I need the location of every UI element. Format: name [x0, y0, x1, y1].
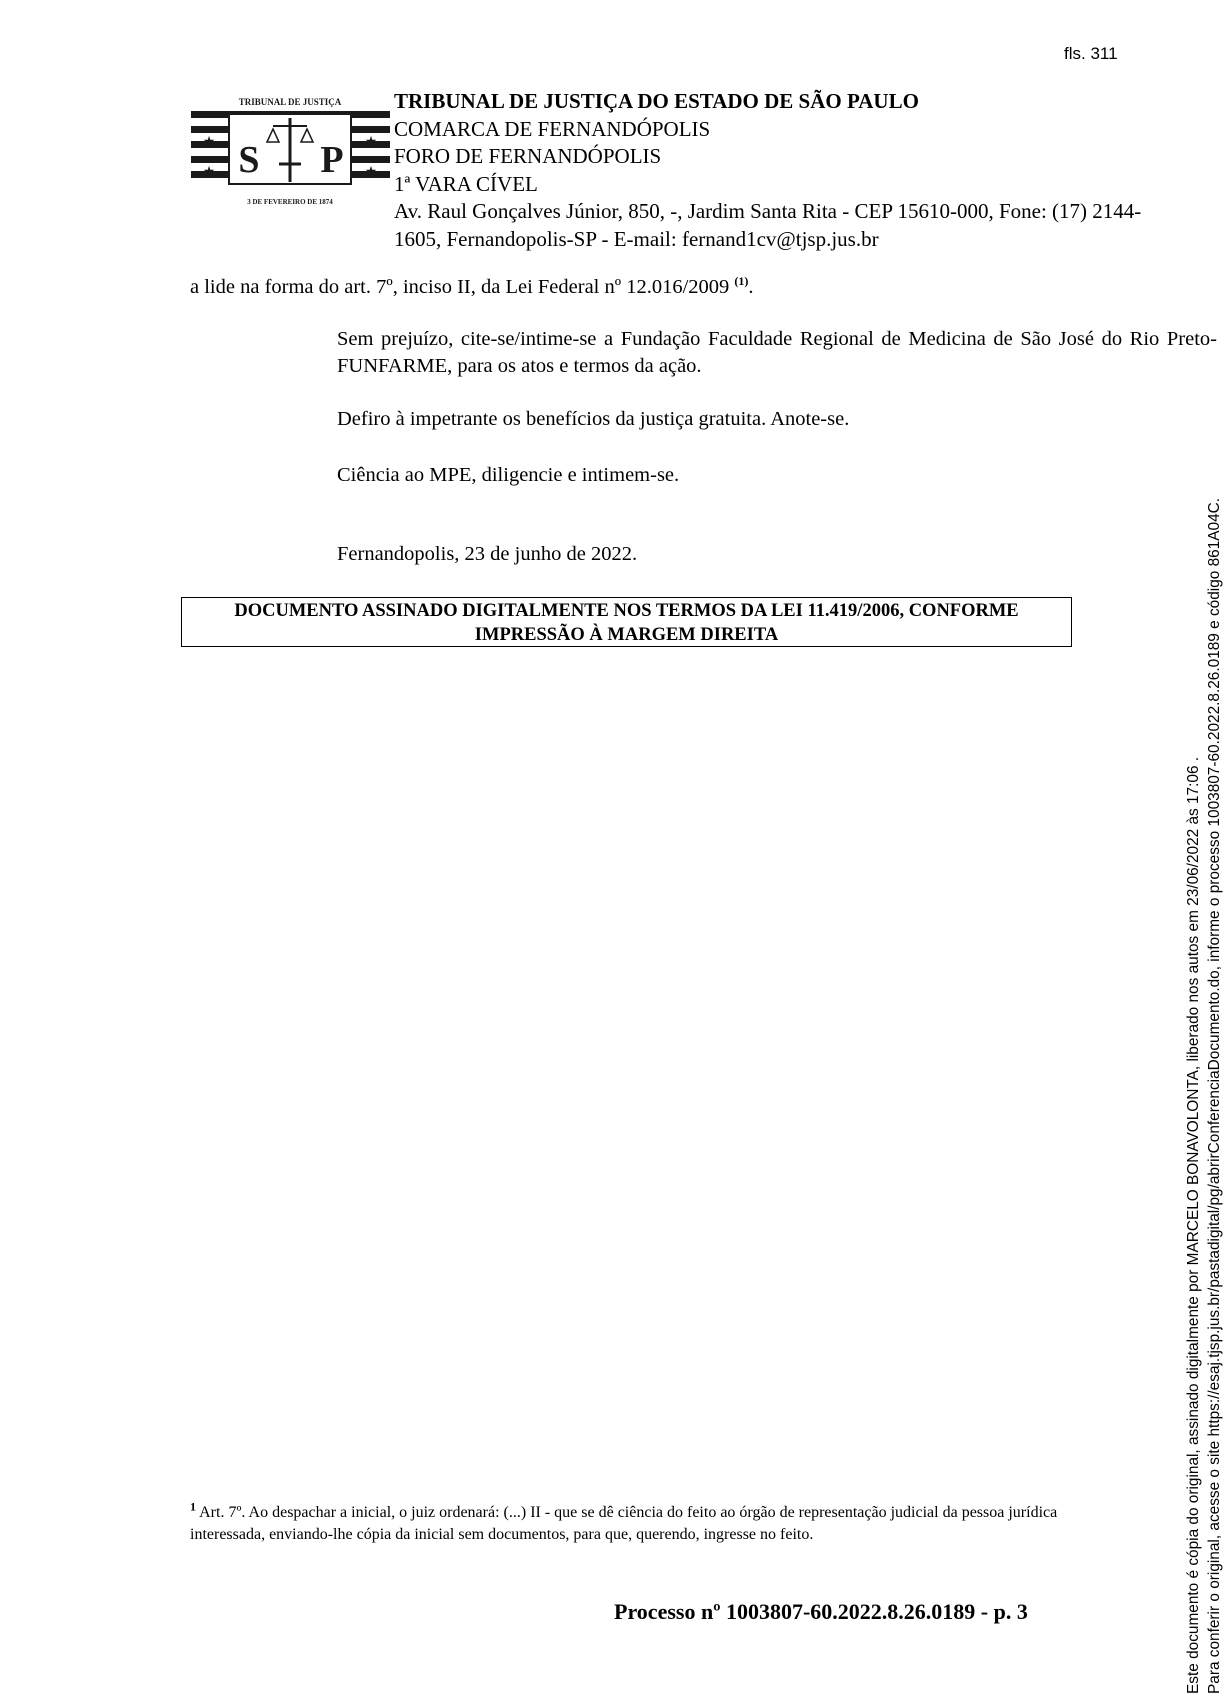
svg-text:★: ★	[202, 134, 216, 150]
date-line: Fernandopolis, 23 de junho de 2022.	[337, 543, 638, 565]
stamp-line-2: Para conferir o original, acesse o site https://esaj.tjsp.jus.br/pastadigital/pg/abrirConferenciaDocumento.do, informe o processo 1003807-60.2022.8.26.0189 e código 861A04C.	[1205, 497, 1223, 1694]
footnote-text: Art. 7º. Ao despachar a inicial, o juiz ordenará: (...) II - que se dê ciência do feito ao órgão de representação judicial da pessoa jurídica interessada, enviando-lhe cópia da inicial sem documentos, para que, querendo, ingresse no feito.	[190, 1504, 1058, 1543]
process-number-footer: Processo nº 1003807-60.2022.8.26.0189 - p. 3	[614, 1599, 1028, 1624]
logo-top-text: TRIBUNAL DE JUSTIÇA	[238, 97, 342, 107]
svg-text:★: ★	[202, 164, 216, 180]
comarca: COMARCA DE FERNANDÓPOLIS	[394, 116, 711, 141]
logo-letter-s: S	[238, 139, 260, 181]
footnote-reference: (1)	[734, 274, 749, 289]
tjsp-logo	[191, 74, 390, 220]
logo-bottom-text: 3 DE FEVEREIRO DE 1874	[247, 198, 333, 206]
svg-text:★: ★	[364, 164, 378, 180]
stamp-line-1: Este documento é cópia do original, assinado digitalmente por MARCELO BONAVOLONTA, liberado nos autos em 23/06/2022 às 17:06 .	[1185, 756, 1202, 1694]
digital-signature-notice: DOCUMENTO ASSINADO DIGITALMENTE NOS TERMOS DA LEI 11.419/2006, CONFORME IMPRESSÃO À MARGEM DIREITA	[181, 597, 1072, 647]
footnote	[190, 1499, 1070, 1546]
page-number-label: fls. 311	[1064, 44, 1118, 63]
court-header	[394, 88, 1142, 253]
footnote-marker: 1	[190, 1499, 196, 1514]
svg-text:★: ★	[364, 134, 378, 150]
foro: FORO DE FERNANDÓPOLIS	[394, 144, 662, 168]
court-address: Av. Raul Gonçalves Júnior, 850, -, Jardim Santa Rita - CEP 15610-000, Fone: (17) 2144-1605, Fernandopolis-SP - E-mail: fernand1cv@tjsp.jus.br	[394, 199, 1142, 251]
paragraph-3: Defiro à impetrante os benefícios da justiça gratuita. Anote-se.	[337, 408, 850, 430]
paragraph-1: a lide na forma do art. 7º, inciso II, da Lei Federal nº 12.016/2009 $^{(1)}$.	[190, 274, 754, 298]
vara: 1ª VARA CÍVEL	[394, 171, 538, 196]
court-name: TRIBUNAL DE JUSTIÇA DO ESTADO DE SÃO PAULO	[394, 89, 919, 113]
margin-authentication-stamp	[1184, 498, 1225, 1694]
logo-letter-p: P	[320, 139, 344, 181]
paragraph-2: Sem prejuízo, cite-se/intime-se a Fundação Faculdade Regional de Medicina de São José do Rio Preto-FUNFARME, para os atos e termos da ação.	[337, 328, 1217, 377]
paragraph-4: Ciência ao MPE, diligencie e intimem-se.	[337, 464, 680, 486]
